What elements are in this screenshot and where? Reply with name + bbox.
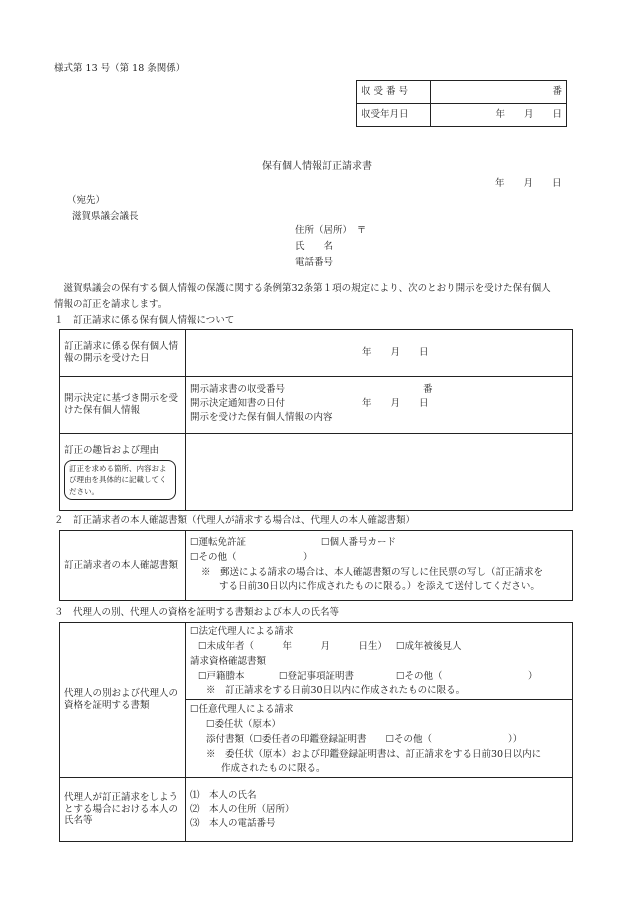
addressee-name: 滋賀県議会議長: [72, 211, 139, 222]
correction-reason-note: 訂正を求める箇所、内容および理由を具体的に記載してください。: [64, 460, 176, 501]
identity-doc-label: 訂正請求者の本人確認書類: [60, 531, 186, 601]
receipt-number-field[interactable]: 番: [431, 81, 567, 104]
disclosure-date-label: 訂正請求に係る保有個人情報の開示を受けた日: [60, 330, 186, 377]
identity-note-1: ※ 郵送による請求の場合は、本人確認書類の写しに住民票の写し（訂正請求を: [201, 566, 544, 578]
section2-heading: ２ 訂正請求者の本人確認書類（代理人が請求する場合は、代理人の本人確認書類）: [54, 515, 416, 526]
disclosure-date-value: 年 月 日: [362, 347, 429, 359]
identity-doc-options: [186, 531, 573, 601]
correction-reason-field[interactable]: [186, 434, 573, 511]
section1-heading: １ 訂正請求に係る保有個人情報について: [54, 315, 235, 326]
principal-info-cell: [186, 778, 573, 842]
registry-cert-checkbox[interactable]: ☐登記事項証明書: [279, 670, 355, 682]
notice-date-line: 開示決定通知書の日付: [190, 398, 286, 409]
legal-other-checkbox[interactable]: ☐その他（ ）: [396, 670, 538, 682]
eligibility-docs-label: 請求資格確認書類: [190, 655, 267, 667]
receipt-number-line: 開示請求書の収受番号: [190, 384, 286, 395]
disclosed-info-label: 開示決定に基づき開示を受けた保有個人情報: [60, 377, 186, 434]
principal-info-label: 代理人が訂正請求をしようとする場合における本人の氏名等: [60, 778, 186, 842]
voluntary-note-2: 作成されたものに限る。: [221, 762, 326, 774]
other-id-checkbox[interactable]: ☐その他（ ）: [190, 551, 313, 563]
addressee-label: （宛先）: [67, 195, 106, 206]
correction-reason-label-cell: [60, 434, 186, 511]
section3-heading: ３ 代理人の別、代理人の資格を証明する書類および本人の氏名等: [54, 607, 340, 618]
form-number: 様式第 13 号（第 18 条関係）: [54, 63, 186, 74]
attached-docs-line[interactable]: 添付書類（☐委任者の印鑑登録証明書 ☐その他（ ））: [206, 733, 523, 745]
legal-note: ※ 訂正請求をする日前30日以内に作成されたものに限る。: [206, 684, 466, 696]
receipt-number-label: 収 受 番 号: [357, 81, 431, 104]
principal-phone-item[interactable]: ⑶ 本人の電話番号: [190, 817, 276, 829]
principal-name-item[interactable]: ⑴ 本人の氏名: [190, 789, 257, 801]
voluntary-agent-cell: [186, 700, 573, 778]
notice-date-value: 年 月 日: [362, 398, 429, 409]
license-checkbox[interactable]: ☐運転免許証: [190, 536, 247, 548]
applicant-name[interactable]: 氏 名: [295, 241, 334, 252]
legal-agent-checkbox[interactable]: ☐法定代理人による請求: [190, 625, 294, 637]
request-date[interactable]: 年 月 日: [495, 178, 562, 189]
intro-line-1: 滋賀県議会の保有する個人情報の保護に関する条例第32条第１項の規定により、次のとおり開示を受けた保有個人: [54, 283, 551, 294]
disclosed-content-line: 開示を受けた保有個人情報の内容: [190, 412, 333, 423]
correction-reason-label: 訂正の趣旨および理由: [64, 444, 160, 456]
receipt-date-label: 収受年月日: [357, 104, 431, 127]
disclosed-info-field[interactable]: [186, 377, 573, 434]
voluntary-agent-checkbox[interactable]: ☐任意代理人による請求: [190, 703, 294, 715]
principal-address-item[interactable]: ⑵ 本人の住所（居所）: [190, 803, 295, 815]
family-register-checkbox[interactable]: ☐戸籍謄本: [198, 670, 245, 682]
power-of-attorney-checkbox[interactable]: ☐委任状（原本）: [206, 718, 282, 730]
page-title: 保有個人情報訂正請求書: [262, 161, 372, 172]
section2-table: [59, 530, 573, 601]
mynumber-checkbox[interactable]: ☐個人番号カード: [321, 536, 397, 548]
minor-checkbox[interactable]: ☐未成年者（ 年 月 日生）: [198, 640, 388, 652]
voluntary-note-1: ※ 委任状（原本）および印鑑登録証明書は、訂正請求をする日前30日以内に: [206, 748, 542, 760]
receipt-box: [356, 80, 567, 127]
disclosure-date-field[interactable]: [186, 330, 573, 377]
applicant-address[interactable]: 住所（居所） 〒: [295, 225, 367, 236]
agent-type-label: 代理人の別および代理人の資格を証明する書類: [60, 623, 186, 778]
section1-table: [59, 329, 573, 511]
applicant-phone[interactable]: 電話番号: [295, 257, 334, 268]
guardian-checkbox[interactable]: ☐成年被後見人: [396, 640, 462, 652]
legal-agent-cell: [186, 623, 573, 700]
intro-line-2: 情報の訂正を請求します。: [54, 299, 168, 310]
section3-table: [59, 622, 573, 842]
receipt-date-field[interactable]: 年 月 日: [431, 104, 567, 127]
identity-note-2: する日前30日以内に作成されたものに限る。）を添えて送付してください。: [219, 580, 540, 592]
receipt-number-unit: 番: [423, 384, 433, 395]
